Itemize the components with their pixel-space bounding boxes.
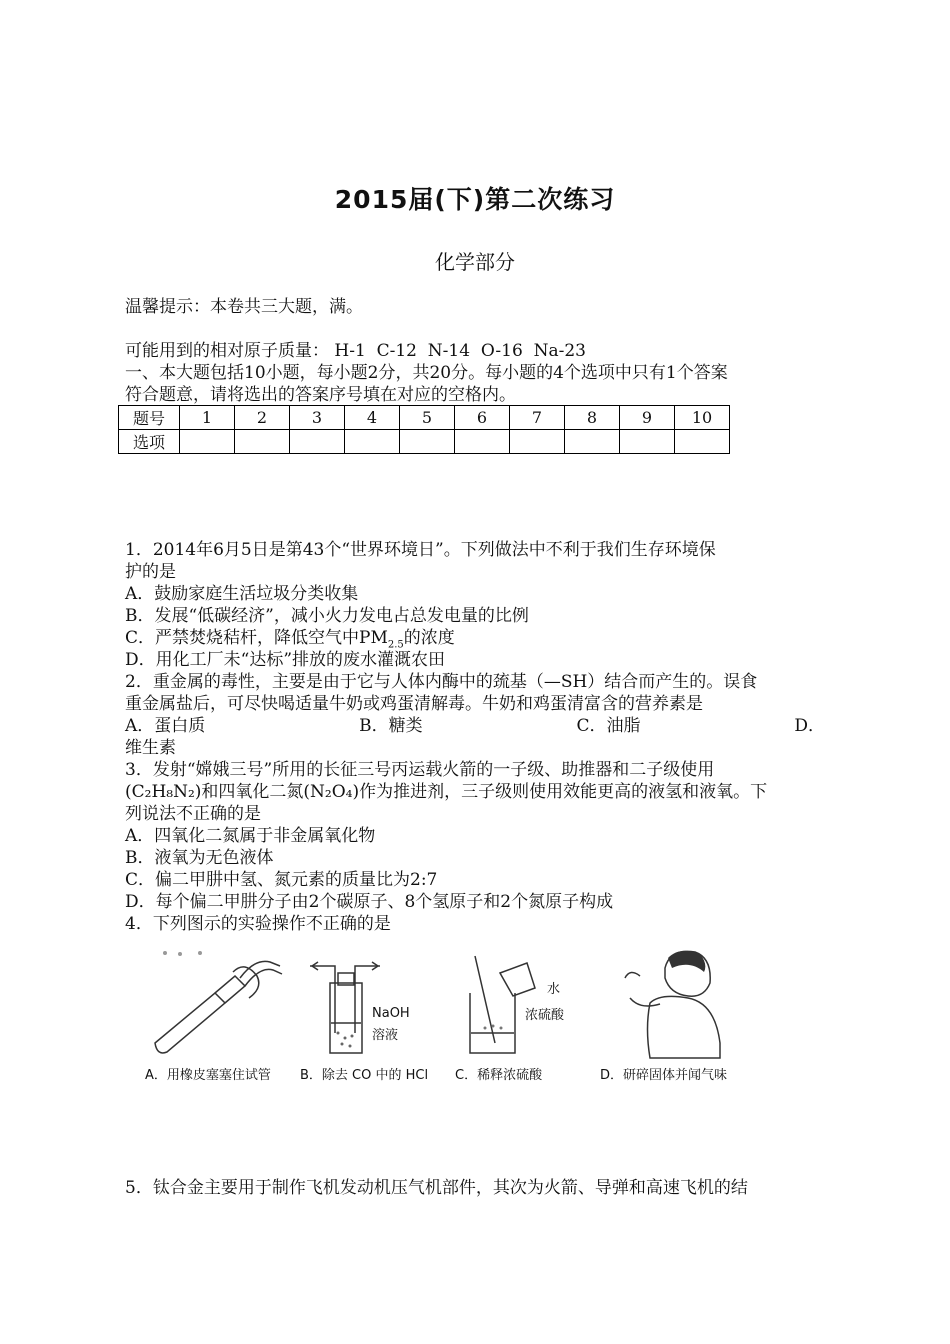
answer-table-label: 题号 [119, 406, 180, 430]
q2-option-b: B．糖类 [359, 716, 423, 736]
atomic-mass-text: 可能用到的相对原子质量： H-1 C-12 N-14 O-16 Na-23 [125, 341, 586, 361]
answer-cell[interactable] [290, 430, 345, 454]
q4-caption-b: B．除去 CO 中的 HCl [300, 1068, 429, 1083]
q3-stem-cont: (C₂H₈N₂)和四氧化二氮(N₂O₄)作为推进剂，三子级则使用效能更高的液氢和液氧。下 [125, 782, 768, 802]
answer-cell[interactable] [675, 430, 730, 454]
question-number-cell: 7 [510, 406, 565, 430]
q2-option-a: A．蛋白质 [125, 716, 206, 736]
q2-option-c: C．油脂 [576, 716, 641, 736]
q4-figure-b [300, 948, 450, 1083]
q4-caption-d: D．研碎固体并闻气味 [600, 1068, 728, 1083]
q2-stem-cont: 重金属盐后，可尽快喝适量牛奶或鸡蛋清解毒。牛奶和鸡蛋清富含的营养素是 [125, 694, 703, 714]
answer-cell[interactable] [455, 430, 510, 454]
answer-cell[interactable] [565, 430, 620, 454]
section1-instructions-line2: 符合题意，请将选出的答案序号填在对应的空格内。 [125, 385, 516, 405]
q2-option-d-cont: 维生素 [125, 738, 176, 758]
q4-figure-a [145, 948, 295, 1083]
q1-option-d: D．用化工厂未“达标”排放的废水灌溉农田 [125, 650, 446, 670]
question-number-cell: 9 [620, 406, 675, 430]
q4-figure-d [600, 948, 750, 1083]
q3-stem: 3．发射“嫦娥三号”所用的长征三号丙运载火箭的一子级、助推器和二子级使用 [125, 760, 715, 780]
section-subtitle: 化学部分 [435, 250, 515, 274]
q3-option-a: A．四氧化二氮属于非金属氧化物 [125, 826, 376, 846]
q3-stem-cont2: 列说法不正确的是 [125, 804, 261, 824]
naoh-label: NaOH [372, 1006, 410, 1021]
question-number-cell: 8 [565, 406, 620, 430]
q3-option-d: D．每个偏二甲肼分子由2个碳原子、8个氢原子和2个氮原子构成 [125, 892, 614, 912]
water-label: 水 [547, 982, 561, 997]
q1-option-c-text: C．严禁焚烧秸杆，降低空气中PM [125, 628, 388, 648]
q1-stem-cont: 护的是 [125, 562, 176, 582]
question-number-cell: 1 [180, 406, 235, 430]
section1-instructions-line1: 一、本大题包括10小题，每小题2分，共20分。每小题的4个选项中只有1个答案 [125, 363, 728, 383]
answer-table-label: 选项 [119, 430, 180, 454]
gas-washing-bottle-illustration [300, 948, 450, 1060]
answer-cell[interactable] [400, 430, 455, 454]
question-number-cell: 6 [455, 406, 510, 430]
q1-option-c-text-end: 的浓度 [403, 628, 455, 648]
q1-option-c-subscript: 2.5 [387, 639, 404, 651]
q2-stem: 2．重金属的毒性，主要是由于它与人体内酶中的巯基（—SH）结合而产生的。误食 [125, 672, 758, 692]
solution-label: 溶液 [372, 1028, 399, 1043]
q4-caption-a: A．用橡皮塞塞住试管 [145, 1068, 271, 1083]
q2-options-row [125, 715, 825, 737]
q1-option-b: B．发展“低碳经济”，减小火力发电占总发电量的比例 [125, 606, 529, 626]
answer-cell[interactable] [620, 430, 675, 454]
question-number-cell: 5 [400, 406, 455, 430]
question-number-cell: 4 [345, 406, 400, 430]
answer-table-header-row [119, 406, 730, 430]
question-number-cell: 10 [675, 406, 730, 430]
answer-cell[interactable] [345, 430, 400, 454]
answer-cell[interactable] [510, 430, 565, 454]
q2-option-d: D． [794, 716, 825, 736]
q1-option-a: A．鼓励家庭生活垃圾分类收集 [125, 584, 359, 604]
q4-caption-c: C．稀释浓硫酸 [455, 1068, 543, 1083]
tip-text: 温馨提示：本卷共三大题，满。 [125, 297, 363, 317]
q4-figure-strip [145, 948, 755, 1083]
q3-option-c: C．偏二甲肼中氢、氮元素的质量比为2:7 [125, 870, 438, 890]
answer-cell[interactable] [235, 430, 290, 454]
answer-table-answer-row [119, 430, 730, 454]
q4-stem: 4．下列图示的实验操作不正确的是 [125, 914, 391, 934]
page-title: 2015届(下)第二次练习 [334, 185, 616, 214]
answer-cell[interactable] [180, 430, 235, 454]
question-number-cell: 3 [290, 406, 345, 430]
q3-option-b: B．液氧为无色液体 [125, 848, 274, 868]
acid-label: 浓硫酸 [525, 1008, 565, 1023]
q5-stem: 5．钛合金主要用于制作飞机发动机压气机部件，其次为火箭、导弹和高速飞机的结 [125, 1178, 748, 1198]
grind-and-smell-illustration [600, 948, 750, 1060]
q1-stem: 1．2014年6月5日是第43个“世界环境日”。下列做法中不利于我们生存环境保 [125, 540, 716, 560]
question-number-cell: 2 [235, 406, 290, 430]
answer-table [118, 405, 730, 454]
q4-figure-c [455, 948, 605, 1083]
test-tube-stopper-illustration [145, 948, 295, 1060]
